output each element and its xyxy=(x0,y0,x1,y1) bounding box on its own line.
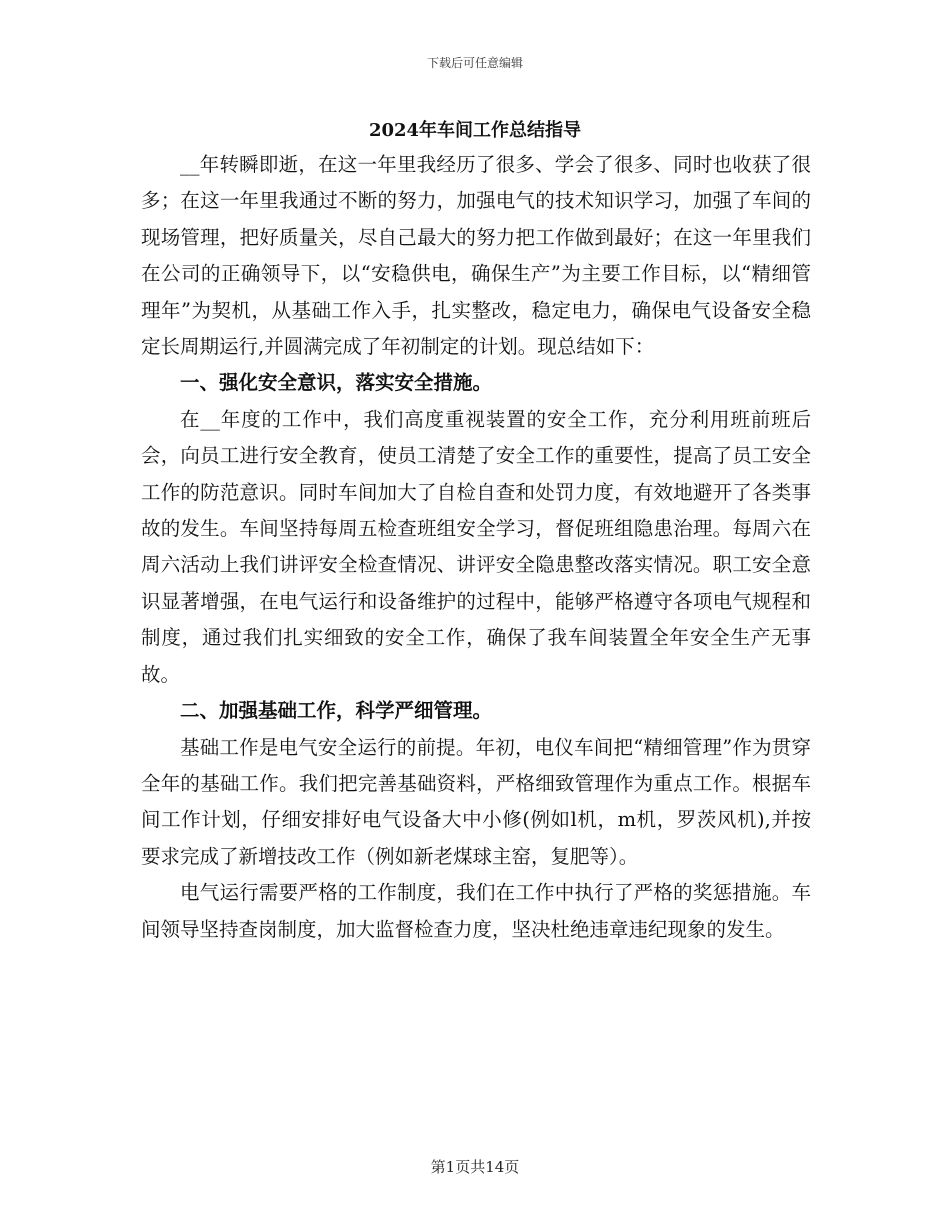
page-number: 第1页共14页 xyxy=(430,1158,520,1176)
intro-paragraph: __年转瞬即逝，在这一年里我经历了很多、学会了很多、同时也收获了很多；在这一年里我通过不断的努力，加强电气的技术知识学习，加强了车间的现场管理，把好质量关，尽自己最大的努力把工作做到最好；在这一年里我们在公司的正确领导下，以“安稳供电，确保生产”为主要工作目标，以“精细管理年”为契机，从基础工作入手，扎实整改，稳定电力，确保电气设备安全稳定长周期运行,并圆满完成了年初制定的计划。现总结如下： xyxy=(141,153,811,359)
section-2-heading: 二、加强基础工作，科学严细管理。 xyxy=(180,699,493,723)
section-1-paragraph: 在__年度的工作中，我们高度重视装置的安全工作，充分利用班前班后会，向员工进行安全教育，使员工清楚了安全工作的重要性，提高了员工安全工作的防范意识。同时车间加大了自检自查和处罚力度，有效地避开了各类事故的发生。车间坚持每周五检查班组安全学习，督促班组隐患治理。每周六在周六活动上我们讲评安全检查情况、讲评安全隐患整改落实情况。职工安全意识显著增强，在电气运行和设备维护的过程中，能够严格遵守各项电气规程和制度，通过我们扎实细致的安全工作，确保了我车间装置全年安全生产无事故。 xyxy=(141,407,811,686)
section-1-heading: 一、强化安全意识，落实安全措施。 xyxy=(180,371,493,395)
page-header-note: 下载后可任意编辑 xyxy=(426,56,523,70)
document-title: 2024年车间工作总结指导 xyxy=(368,120,582,141)
document-body xyxy=(141,147,811,948)
section-2-paragraph-1: 基础工作是电气安全运行的前提。年初，电仪车间把“精细管理”作为贯穿全年的基础工作。我们把完善基础资料，严格细致管理作为重点工作。根据车间工作计划，仔细安排好电气设备大中小修(例如l机，m机，罗茨风机),并按要求完成了新增技改工作（例如新老煤球主窑，复肥等）。 xyxy=(141,735,811,868)
section-2-paragraph-2: 电气运行需要严格的工作制度，我们在工作中执行了严格的奖惩措施。车间领导坚持查岗制度，加大监督检查力度，坚决杜绝违章违纪现象的发生。 xyxy=(141,881,811,941)
